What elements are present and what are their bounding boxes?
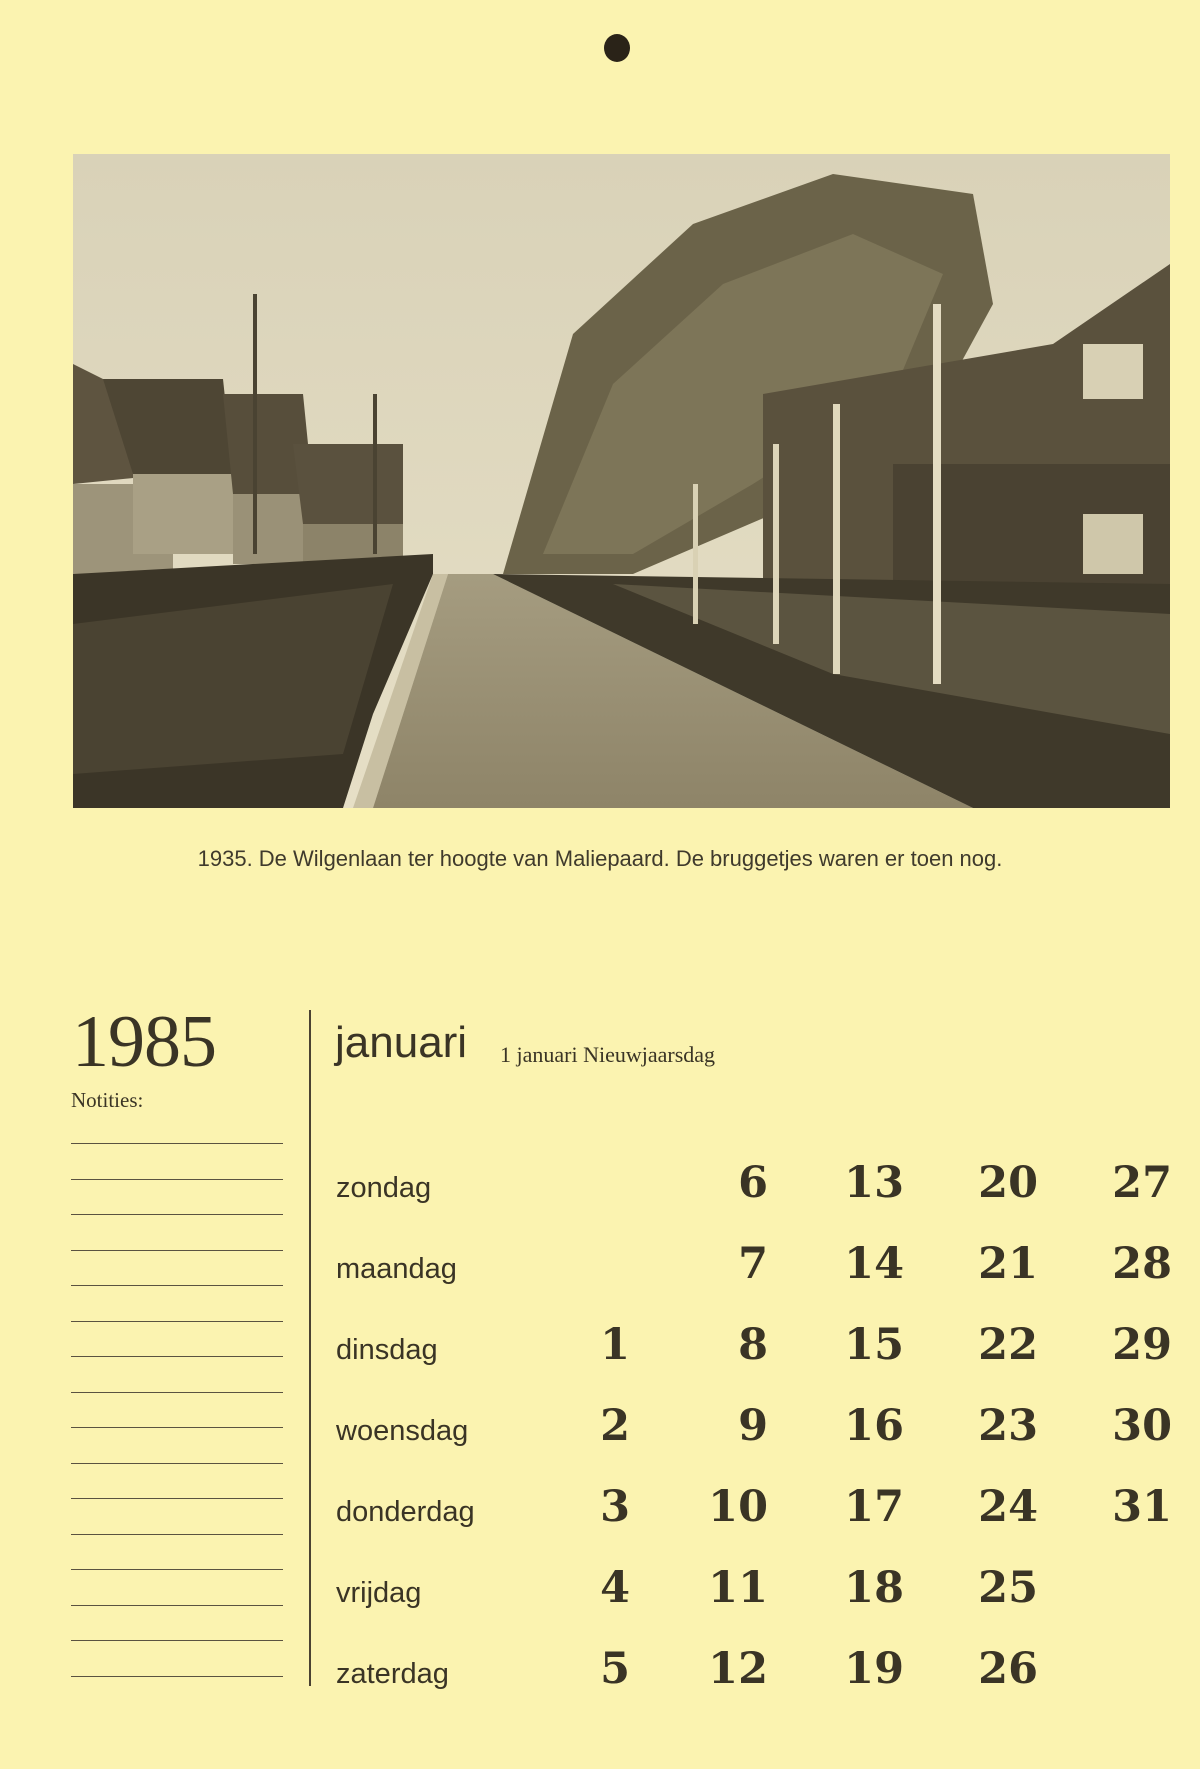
- date-cell: 30: [1112, 1401, 1172, 1451]
- date-cell: 13: [844, 1158, 904, 1208]
- date-cell: 24: [978, 1482, 1038, 1532]
- date-cell: 25: [978, 1563, 1038, 1613]
- month-title: januari: [335, 1018, 468, 1067]
- date-cell: 23: [978, 1401, 1038, 1451]
- date-cell: 17: [844, 1482, 904, 1532]
- note-line: [71, 1463, 283, 1464]
- date-cell: 18: [844, 1563, 904, 1613]
- calendar-row: [0, 1158, 1200, 1218]
- date-cell: 6: [738, 1158, 768, 1208]
- date-cell: 31: [1112, 1482, 1172, 1532]
- date-cell: 4: [600, 1563, 630, 1613]
- photo-caption: 1935. De Wilgenlaan ter hoogte van Maliepaard. De bruggetjes waren er toen nog.: [197, 846, 1003, 871]
- date-cell: 11: [708, 1563, 768, 1613]
- date-cell: 12: [708, 1644, 768, 1694]
- weekday-label: dinsdag: [336, 1334, 438, 1366]
- date-cell: 10: [708, 1482, 768, 1532]
- date-cell: 22: [978, 1320, 1038, 1370]
- date-cell: 2: [600, 1401, 630, 1451]
- date-cell: 19: [844, 1644, 904, 1694]
- hanging-hole: [604, 34, 630, 62]
- date-cell: 9: [738, 1401, 768, 1451]
- calendar-row: [0, 1482, 1200, 1542]
- date-cell: 1: [600, 1320, 630, 1370]
- notes-label: Notities:: [71, 1088, 144, 1112]
- date-cell: 3: [600, 1482, 630, 1532]
- weekday-label: maandag: [336, 1253, 457, 1285]
- weekday-label: zondag: [336, 1172, 432, 1204]
- date-cell: 15: [844, 1320, 904, 1370]
- calendar-row: [0, 1320, 1200, 1380]
- note-line: [71, 1640, 283, 1641]
- note-line: [71, 1143, 283, 1144]
- date-cell: 16: [844, 1401, 904, 1451]
- date-cell: 29: [1112, 1320, 1172, 1370]
- street-photo-illustration: [73, 154, 1170, 808]
- historical-street-photo: [73, 154, 1170, 808]
- calendar-row: [0, 1401, 1200, 1461]
- date-cell: 28: [1112, 1239, 1172, 1289]
- weekday-label: zaterdag: [336, 1658, 449, 1690]
- date-cell: 27: [1112, 1158, 1172, 1208]
- note-line: [71, 1392, 283, 1393]
- calendar-row: [0, 1644, 1200, 1704]
- weekday-label: donderdag: [336, 1496, 475, 1528]
- date-cell: 14: [844, 1239, 904, 1289]
- date-cell: 26: [978, 1644, 1038, 1694]
- weekday-label: woensdag: [336, 1415, 469, 1447]
- weekday-label: vrijdag: [336, 1577, 422, 1609]
- date-cell: 20: [978, 1158, 1038, 1208]
- date-cell: 5: [600, 1644, 630, 1694]
- date-cell: 21: [978, 1239, 1038, 1289]
- holiday-note: 1 januari Nieuwjaarsdag: [500, 1042, 716, 1067]
- date-cell: 7: [738, 1239, 768, 1289]
- calendar-row: [0, 1239, 1200, 1299]
- calendar-row: [0, 1563, 1200, 1623]
- date-cell: 8: [738, 1320, 768, 1370]
- calendar-year: 1985: [72, 1001, 216, 1083]
